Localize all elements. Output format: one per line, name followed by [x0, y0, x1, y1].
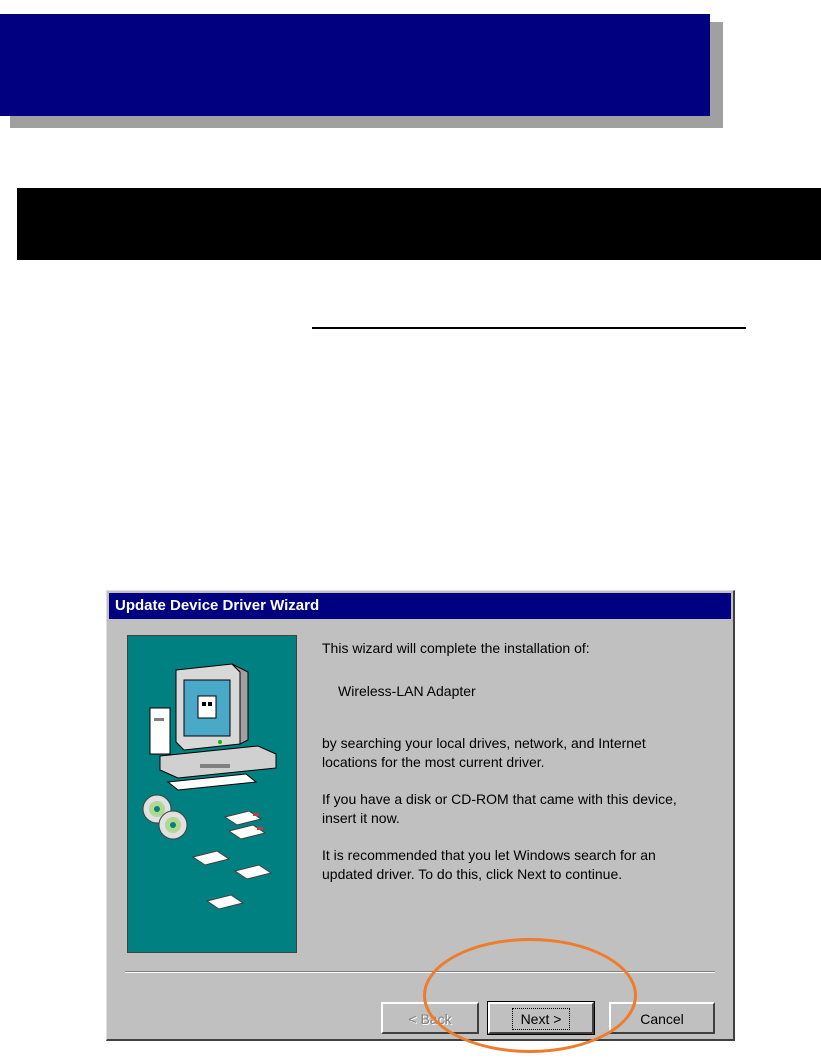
- cancel-button[interactable]: Cancel: [609, 1002, 715, 1034]
- cd-disc-icon: [143, 795, 187, 839]
- next-button[interactable]: [488, 1002, 594, 1034]
- disk-paragraph-line1: If you have a disk or CD-ROM that came with this device,: [322, 791, 677, 807]
- title-banner: [0, 14, 710, 116]
- intro-text: This wizard will complete the installation of:: [322, 640, 590, 656]
- underline-rule: [312, 327, 746, 329]
- dialog-title: Update Device Driver Wizard: [115, 597, 320, 614]
- disk-paragraph-line2: insert it now.: [322, 810, 400, 826]
- recommend-paragraph-line1: It is recommended that you let Windows search for an: [322, 847, 656, 863]
- search-paragraph-line1: by searching your local drives, network, and Internet: [322, 735, 646, 751]
- device-name: Wireless-LAN Adapter: [338, 683, 476, 699]
- section-header-bar: [17, 188, 821, 260]
- search-paragraph-line2: locations for the most current driver.: [322, 754, 545, 770]
- next-button-label: Next >: [512, 1008, 571, 1030]
- media-icons: [137, 791, 287, 941]
- button-separator: [125, 971, 715, 973]
- back-button[interactable]: < Back: [381, 1002, 479, 1034]
- recommend-paragraph-line2: updated driver. To do this, click Next to continue.: [322, 866, 623, 882]
- floppy-disk-icon: [193, 811, 271, 909]
- update-driver-wizard-dialog: [106, 590, 735, 1041]
- dialog-titlebar: [109, 593, 731, 619]
